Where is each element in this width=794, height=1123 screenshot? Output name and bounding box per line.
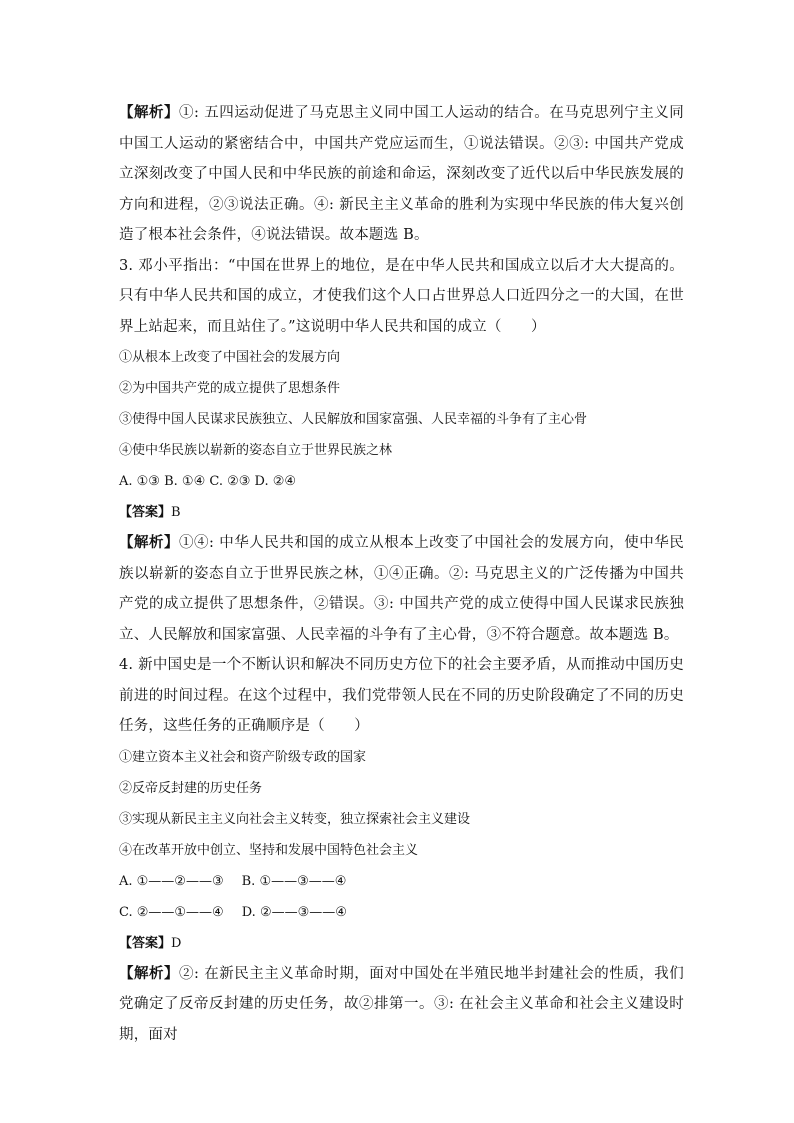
question-4-option-3: ③实现从新民主主义向社会主义转变，独立探索社会主义建设 — [119, 811, 471, 827]
choice-d: D. ②——③——④ — [241, 904, 347, 920]
question-3-choices: A. ①③ B. ①④ C. ②③ D. ②④ — [119, 474, 297, 489]
question-4-choices-row-1 — [119, 866, 684, 897]
question-4-option-1: ①建立资本主义社会和资产阶级专政的国家 — [119, 749, 367, 765]
choice-a: A. ①——②——③ — [119, 873, 224, 889]
answer-tag: 【答案】 — [119, 935, 172, 951]
question-3-option-4: ④使中华民族以崭新的姿态自立于世界民族之林 — [119, 443, 393, 458]
question-4-choices-row-2 — [119, 897, 684, 928]
choice-b: B. ①——③——④ — [241, 873, 347, 889]
analysis-text: ①④: 中华人民共和国的成立从根本上改变了中国社会的发展方向，使中华民族以崭新的姿态自立于世界民族之林，①④正确。②: 马克思主义的广泛传播为中国共产党的成立提供了思想条件，②错误。③: 中国共产党的成立使得中国人民谋求民族独立、人民解放和国家富强、人民幸福的斗争有了主心骨，③不符合题意。故本题选 B。 — [119, 535, 684, 643]
analysis-text: ①: 五四运动促进了马克思主义同中国工人运动的结合。在马克思列宁主义同中国工人运动的紧密结合中，中国共产党应运而生，①说法错误。②③: 中国共产党成立深刻改变了中国人民和中华民族的前途和命运，深刻改变了近代以后中华民族发展的方向和进程，②③说法正确。④: 新民主主义革命的胜利为实现中华民族的伟大复兴创造了根本社会条件，④说法错误。故本题选 B。 — [119, 105, 684, 243]
answer-value: D — [171, 935, 182, 951]
document-page — [119, 98, 684, 1050]
question-3-option-3: ③使得中国人民谋求民族独立、人民解放和国家富强、人民幸福的斗争有了主心骨 — [119, 412, 588, 427]
question-3-option-1: ①从根本上改变了中国社会的发展方向 — [119, 350, 341, 365]
question-4-option-4: ④在改革开放中创立、坚持和发展中国特色社会主义 — [119, 842, 419, 858]
question-4-answer — [119, 928, 684, 959]
question-4-stem: 4. 新中国史是一个不断认识和解决不同历史方位下的社会主要矛盾，从而推动中国历史前进的时间过程。在这个过程中，我们党带领人民在不同的历史阶段确定了不同的历史任务，这些任务的正确顺序是（ ） — [119, 657, 684, 734]
question-3-analysis — [119, 528, 684, 650]
answer-tag: 【答案】 — [119, 505, 172, 520]
analysis-text: ②: 在新民主主义革命时期，面对中国处在半殖民地半封建社会的性质，我们党确定了反帝反封建的历史任务，故②排第一。③: 在社会主义革命和社会主义建设时期，面对 — [119, 965, 684, 1043]
analysis-tag: 【解析】 — [119, 964, 180, 982]
answer-value: B — [171, 505, 181, 520]
question-3-stem: 3. 邓小平指出：“中国在世界上的地位，是在中华人民共和国成立以后才大大提高的。只有中华人民共和国的成立，才使我们这个人口占世界总人口近四分之一的大国，在世界上站起来，而且站住了。”这说明中华人民共和国的成立（ ） — [119, 257, 684, 335]
question-4-analysis — [119, 959, 684, 1051]
choice-c: C. ②——①——④ — [119, 904, 224, 920]
question-4-option-2: ②反帝反封建的历史任务 — [119, 780, 263, 796]
analysis-paragraph-q2 — [119, 98, 684, 251]
analysis-tag: 【解析】 — [119, 104, 180, 121]
question-3-answer — [119, 497, 684, 528]
analysis-tag: 【解析】 — [119, 534, 180, 551]
question-3-option-2: ②为中国共产党的成立提供了思想条件 — [119, 381, 341, 396]
